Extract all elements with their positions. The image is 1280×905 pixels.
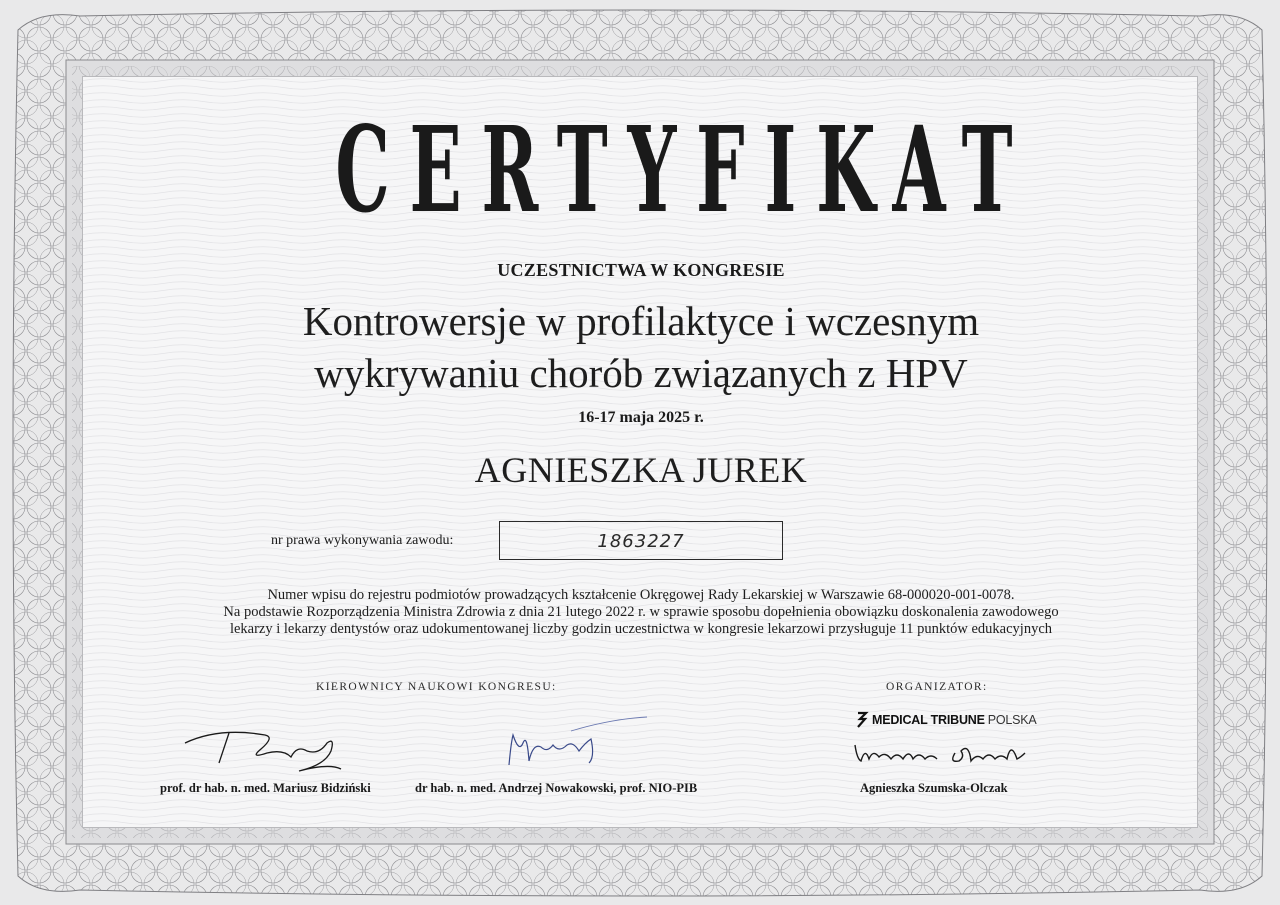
legal-line-2: Na podstawie Rozporządzenia Ministra Zdrowia z dnia 21 lutego 2022 r. w sprawie sposobu dopełnienia obowiązku doskonalenia zawodowego (223, 604, 1059, 620)
organizer-logo-name: MEDICAL TRIBUNE (872, 713, 985, 727)
scientific-heads-label: KIEROWNICY NAUKOWI KONGRESU: (316, 681, 557, 693)
license-number: 1863227 (597, 531, 685, 552)
medical-tribune-logo-icon (855, 711, 869, 729)
signature-2-icon (501, 713, 651, 777)
congress-title-line-1: Kontrowersje w profilaktyce i wczesnym (302, 298, 980, 344)
signer-2-name: dr hab. n. med. Andrzej Nowakowski, prof. NIO-PIB (415, 781, 698, 795)
signer-1-name: prof. dr hab. n. med. Mariusz Bidziński (160, 781, 371, 795)
license-label: nr prawa wykonywania zawodu: (271, 533, 454, 548)
organizer-label: ORGANIZATOR: (886, 681, 988, 693)
legal-line-3: lekarzy i lekarzy dentystów oraz udokumentowanej liczby godzin uczestnictwa w kongresie lekarzowi przysługuje 11 punktów edukacyjnych (229, 621, 1053, 637)
organizer-logo (855, 710, 1037, 730)
legal-notice (83, 587, 1198, 638)
congress-title (83, 295, 1198, 399)
certificate-subtitle: UCZESTNICTWA W KONGRESIE (497, 260, 785, 280)
congress-title-line-2: wykrywaniu chorób związanych z HPV (314, 350, 968, 396)
organizer-logo-country: POLSKA (987, 713, 1037, 727)
certificate-title: CERTYFIKAT (335, 100, 1033, 239)
congress-date: 16-17 maja 2025 r. (578, 409, 704, 426)
signature-1-icon (179, 723, 349, 779)
legal-line-1: Numer wpisu do rejestru podmiotów prowadzących kształcenie Okręgowej Rady Lekarskiej w Warszawie 68-000020-001-0078. (267, 587, 1015, 603)
signer-3-name: Agnieszka Szumska-Olczak (860, 781, 1008, 795)
participant-name: AGNIESZKA JUREK (474, 450, 808, 490)
signature-3-icon (851, 737, 1027, 771)
license-number-box (499, 521, 783, 560)
certificate-body (82, 76, 1198, 828)
